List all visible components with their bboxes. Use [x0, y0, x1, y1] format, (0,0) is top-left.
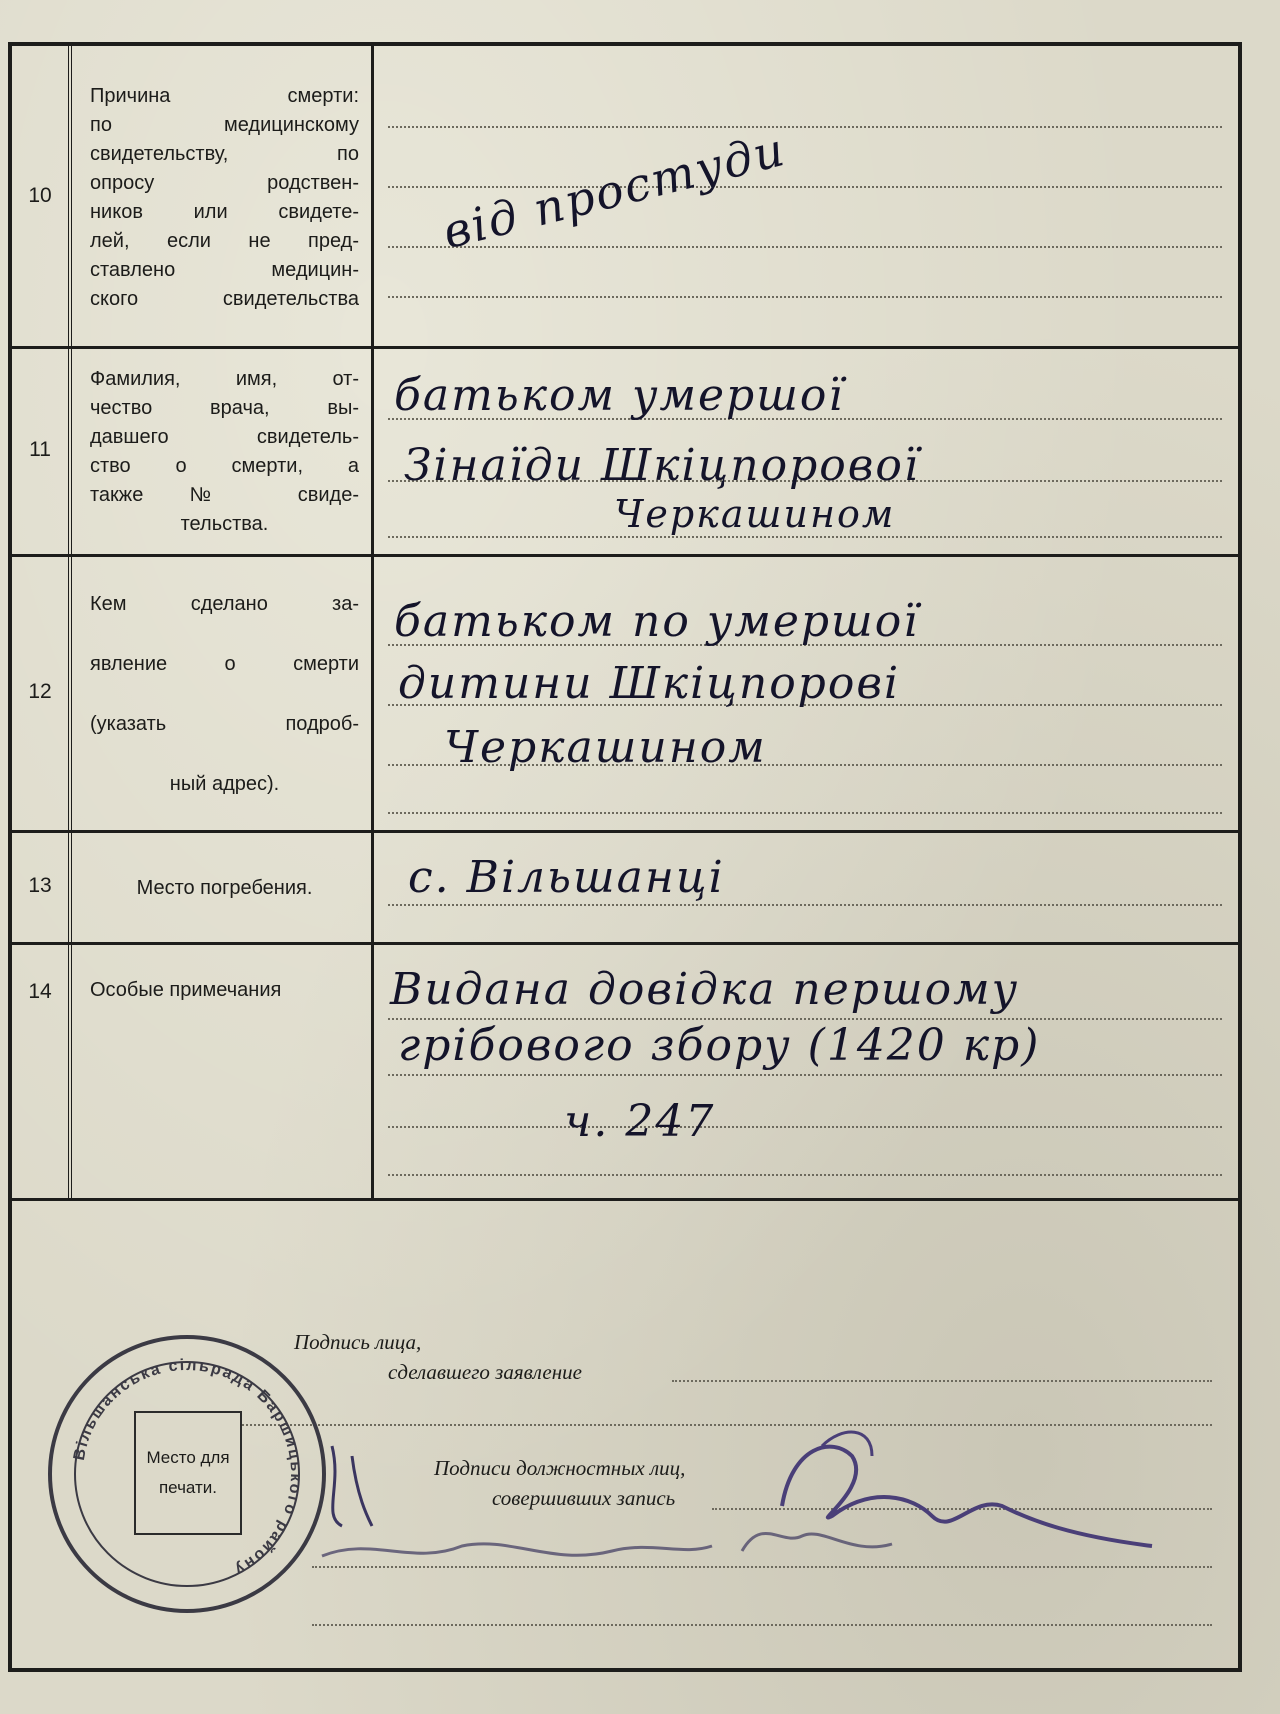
dotted-line	[388, 1126, 1222, 1128]
signature-line	[312, 1624, 1212, 1626]
official-stamp	[48, 1335, 326, 1613]
label-line: по медицинскому	[90, 114, 359, 136]
label-line: чество врача, вы-	[90, 397, 359, 419]
applicant-signature-line	[672, 1380, 1212, 1382]
label-line: свидетельству, по	[90, 143, 359, 165]
field-label-cause-of-death	[74, 46, 374, 346]
row-declarant	[12, 554, 1238, 833]
row-doctor-name	[12, 346, 1238, 557]
label-line: Причина смерти:	[90, 85, 359, 107]
officials-signature-label: Подписи должностных лиц,	[434, 1456, 686, 1480]
row-number: 14	[12, 942, 72, 1198]
field-value-doctor	[374, 346, 1238, 554]
handwritten-line: Черкашином	[614, 492, 896, 536]
field-value-cause-of-death	[374, 46, 1238, 346]
field-value-notes	[374, 942, 1238, 1198]
stamp-box-text: Место для	[146, 1448, 230, 1467]
label-line: Особые примечания	[90, 979, 282, 1001]
label-line: Место погребения.	[136, 876, 313, 899]
label-line: Кем сделано за-	[90, 593, 359, 615]
dotted-line	[388, 1074, 1222, 1076]
handwritten-line: батьком умершої	[394, 370, 845, 421]
row-special-notes	[12, 942, 1238, 1201]
label-line: ников или свидете-	[90, 201, 359, 223]
row-cause-of-death	[12, 46, 1238, 349]
dotted-line	[388, 904, 1222, 906]
dotted-line	[388, 1174, 1222, 1176]
row-number: 10	[12, 46, 72, 346]
handwritten-line: Зінаїди Шкіцпорової	[404, 440, 920, 491]
field-label-notes	[74, 942, 374, 1198]
dotted-line	[388, 296, 1222, 298]
label-line: явление о смерти	[90, 653, 359, 675]
label-line: опросу родствен-	[90, 172, 359, 194]
row-number: 13	[12, 830, 72, 942]
applicant-signature-label: Подпись лица,	[294, 1330, 422, 1354]
field-value-declarant	[374, 554, 1238, 830]
label-line: Фамилия, имя, от-	[90, 368, 359, 390]
field-value-burial	[374, 830, 1238, 942]
handwritten-cause: від простуди	[437, 121, 791, 260]
dotted-line	[388, 812, 1222, 814]
row-burial-place	[12, 830, 1238, 945]
label-line: давшего свидетель-	[90, 426, 359, 448]
officials-signature-label: совершивших запись	[492, 1486, 676, 1510]
applicant-signature-label: сделавшего заявление	[388, 1360, 582, 1384]
label-line: ставлено медицин-	[90, 259, 359, 281]
label-line: ный адрес).	[169, 773, 280, 795]
official-signatures-ink	[312, 1426, 1212, 1586]
row-number: 12	[12, 554, 72, 830]
handwritten-line: батьком по умершої	[394, 596, 920, 647]
label-line: ского свидетельства	[90, 288, 359, 310]
dotted-line	[388, 126, 1222, 128]
handwritten-line: ч. 247	[564, 1096, 716, 1147]
field-label-declarant	[74, 554, 374, 830]
dotted-line	[388, 246, 1222, 248]
field-label-doctor	[74, 346, 374, 554]
handwritten-line: с. Вільшанці	[408, 852, 725, 903]
handwritten-line: грібового збору (1420 кр)	[398, 1020, 1041, 1071]
label-line: ство о смерти, а	[90, 455, 359, 477]
field-label-burial	[74, 830, 374, 942]
handwritten-line: Видана довідка першому	[390, 964, 1020, 1015]
handwritten-line: дитини Шкіцпорові	[398, 658, 901, 709]
row-number: 11	[12, 346, 72, 554]
label-line: также № свиде-	[90, 484, 359, 506]
label-line: тельства.	[180, 513, 269, 535]
stamp-seal-text: Вільшанська сільрада Баршицького району	[70, 1356, 305, 1580]
label-line: лей, если не пред-	[90, 230, 359, 252]
dotted-line	[388, 536, 1222, 538]
stamp-box-text: печати.	[158, 1478, 218, 1497]
handwritten-line: Черкашином	[444, 722, 767, 773]
label-line: (указать подроб-	[90, 713, 359, 735]
stamp-placeholder-box	[134, 1411, 242, 1535]
